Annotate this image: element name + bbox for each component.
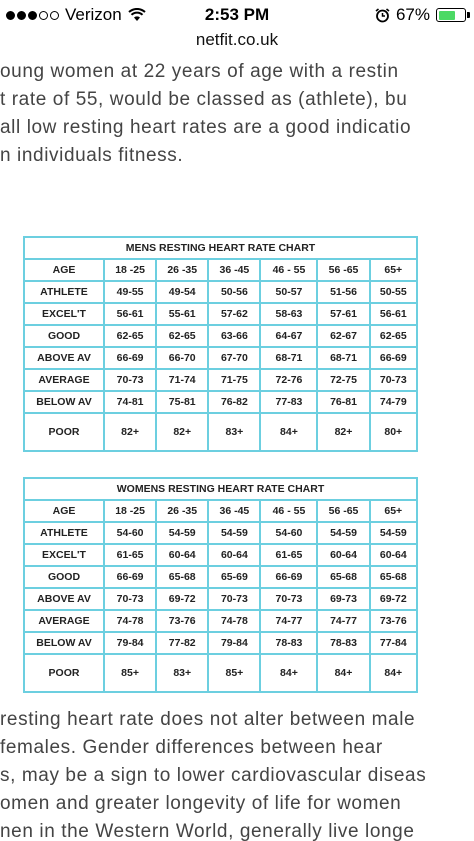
mens-table-row	[24, 281, 417, 303]
womens-table-cell: 54-59	[317, 522, 369, 544]
womens-table-row	[24, 522, 417, 544]
womens-table-row	[24, 500, 417, 522]
mens-heart-rate-table	[23, 236, 418, 452]
mens-table-cell: 66-70	[156, 347, 208, 369]
womens-table-cell: 54-60	[260, 522, 317, 544]
mens-table-cell: 46 - 55	[260, 259, 317, 281]
mens-table-cell: 63-66	[208, 325, 260, 347]
womens-table-cell: 78-83	[317, 632, 369, 654]
battery-fill	[439, 11, 456, 20]
womens-table-cell: 36 -45	[208, 500, 260, 522]
mens-table-cell: 71-74	[156, 369, 208, 391]
womens-table-cell: 77-82	[156, 632, 208, 654]
mens-table-cell: 56-61	[370, 303, 417, 325]
womens-table-cell: 69-72	[370, 588, 417, 610]
mens-table-cell: 64-67	[260, 325, 317, 347]
womens-table-cell: 54-59	[156, 522, 208, 544]
womens-table-row	[24, 566, 417, 588]
womens-table-cell: 56 -65	[317, 500, 369, 522]
article-line: nen in the Western World, generally live longe	[0, 821, 415, 841]
mens-table-cell: 56 -65	[317, 259, 369, 281]
mens-table-cell: 75-81	[156, 391, 208, 413]
mens-table-cell: 71-75	[208, 369, 260, 391]
mens-table-cell: 76-82	[208, 391, 260, 413]
mens-table-cell: 70-73	[104, 369, 156, 391]
mens-row-label: GOOD	[24, 325, 104, 347]
womens-table-cell: 65-69	[208, 566, 260, 588]
womens-table-cell: 26 -35	[156, 500, 208, 522]
battery-percent: 67%	[395, 5, 430, 24]
mens-row-label: ATHLETE	[24, 281, 104, 303]
mens-table-cell: 68-71	[260, 347, 317, 369]
womens-row-label: POOR	[24, 654, 104, 692]
womens-table-cell: 61-65	[104, 544, 156, 566]
article-line: omen and greater longevity of life for women	[0, 793, 402, 814]
mens-row-label: AVERAGE	[24, 369, 104, 391]
article-line: s, may be a sign to lower cardiovascular diseas	[0, 765, 427, 786]
mens-table-cell: 62-67	[317, 325, 369, 347]
womens-table-cell: 85+	[104, 654, 156, 692]
mens-table-cell: 51-56	[317, 281, 369, 303]
womens-table-cell: 66-69	[104, 566, 156, 588]
womens-table-cell: 65+	[370, 500, 417, 522]
article-line: all low resting heart rates are a good indicatio	[0, 117, 412, 138]
mens-table-cell: 77-83	[260, 391, 317, 413]
mens-table-cell: 49-54	[156, 281, 208, 303]
womens-heart-rate-table	[23, 477, 418, 693]
womens-table-cell: 84+	[370, 654, 417, 692]
mens-table-cell: 50-57	[260, 281, 317, 303]
womens-table-cell: 60-64	[156, 544, 208, 566]
womens-table-cell: 66-69	[260, 566, 317, 588]
womens-table-cell: 18 -25	[104, 500, 156, 522]
womens-table-cell: 65-68	[317, 566, 369, 588]
womens-table-cell: 73-76	[156, 610, 208, 632]
womens-table-cell: 54-59	[370, 522, 417, 544]
mens-row-label: BELOW AV	[24, 391, 104, 413]
signal-dots-icon	[6, 11, 59, 20]
mens-table-cell: 62-65	[104, 325, 156, 347]
womens-table-cell: 83+	[156, 654, 208, 692]
signal-dot	[17, 11, 26, 20]
article-line: t rate of 55, would be classed as (athlete), bu	[0, 89, 408, 110]
mens-table-row	[24, 413, 417, 451]
mens-row-label: ABOVE AV	[24, 347, 104, 369]
womens-row-label: ABOVE AV	[24, 588, 104, 610]
womens-chart-title: WOMENS RESTING HEART RATE CHART	[24, 478, 417, 500]
mens-row-label: POOR	[24, 413, 104, 451]
mens-table-row	[24, 369, 417, 391]
article-paragraph-top	[0, 58, 474, 170]
mens-table-cell: 72-76	[260, 369, 317, 391]
mens-table-cell: 49-55	[104, 281, 156, 303]
url-bar[interactable]: netfit.co.uk	[195, 30, 279, 49]
womens-table-row	[24, 588, 417, 610]
mens-row-label: EXCEL'T	[24, 303, 104, 325]
article-line: n individuals fitness.	[0, 145, 184, 166]
mens-table-cell: 65+	[370, 259, 417, 281]
mens-table-row	[24, 391, 417, 413]
womens-table-cell: 60-64	[208, 544, 260, 566]
womens-table-row	[24, 544, 417, 566]
womens-table-row	[24, 654, 417, 692]
mens-table-cell: 62-65	[370, 325, 417, 347]
womens-table-cell: 77-84	[370, 632, 417, 654]
womens-table-cell: 79-84	[104, 632, 156, 654]
womens-table-cell: 74-77	[260, 610, 317, 632]
mens-table-cell: 36 -45	[208, 259, 260, 281]
mens-table-cell: 74-81	[104, 391, 156, 413]
womens-table-cell: 60-64	[317, 544, 369, 566]
mens-table-row	[24, 347, 417, 369]
womens-table-cell: 70-73	[260, 588, 317, 610]
womens-table-cell: 70-73	[208, 588, 260, 610]
womens-table-cell: 54-60	[104, 522, 156, 544]
mens-table-cell: 82+	[156, 413, 208, 451]
mens-table-cell: 57-62	[208, 303, 260, 325]
mens-table-cell: 83+	[208, 413, 260, 451]
womens-table-cell: 65-68	[156, 566, 208, 588]
womens-row-label: BELOW AV	[24, 632, 104, 654]
womens-row-label: ATHLETE	[24, 522, 104, 544]
signal-dot	[28, 11, 37, 20]
mens-table-cell: 18 -25	[104, 259, 156, 281]
mens-table-cell: 58-63	[260, 303, 317, 325]
mens-table-cell: 76-81	[317, 391, 369, 413]
mens-table-cell: 66-69	[104, 347, 156, 369]
womens-table-cell: 61-65	[260, 544, 317, 566]
womens-table-cell: 85+	[208, 654, 260, 692]
mens-table-cell: 72-75	[317, 369, 369, 391]
mens-table-cell: 80+	[370, 413, 417, 451]
mens-table-cell: 84+	[260, 413, 317, 451]
womens-table-cell: 78-83	[260, 632, 317, 654]
womens-table-cell: 79-84	[208, 632, 260, 654]
status-right	[375, 5, 466, 25]
carrier-name: Verizon	[65, 5, 122, 24]
womens-table-cell: 65-68	[370, 566, 417, 588]
womens-table-cell: 69-72	[156, 588, 208, 610]
mens-table-cell: 50-55	[370, 281, 417, 303]
mens-table-cell: 62-65	[156, 325, 208, 347]
womens-table-cell: 84+	[317, 654, 369, 692]
status-left	[6, 5, 146, 25]
womens-table-cell: 84+	[260, 654, 317, 692]
mens-table-row	[24, 259, 417, 281]
mens-table-cell: 56-61	[104, 303, 156, 325]
mens-table-cell: 57-61	[317, 303, 369, 325]
alarm-icon	[375, 8, 390, 23]
womens-table-cell: 73-76	[370, 610, 417, 632]
mens-table-cell: 26 -35	[156, 259, 208, 281]
womens-table-cell: 74-78	[208, 610, 260, 632]
womens-table-row	[24, 610, 417, 632]
signal-dot	[6, 11, 15, 20]
womens-table-cell: 46 - 55	[260, 500, 317, 522]
mens-table-cell: 68-71	[317, 347, 369, 369]
mens-table-cell: 67-70	[208, 347, 260, 369]
battery-icon	[436, 8, 466, 22]
mens-table-cell: 50-56	[208, 281, 260, 303]
mens-chart-title: MENS RESTING HEART RATE CHART	[24, 237, 417, 259]
womens-table-cell: 74-78	[104, 610, 156, 632]
mens-table-row	[24, 325, 417, 347]
mens-table-cell: 82+	[317, 413, 369, 451]
article-line: females. Gender differences between hear	[0, 737, 383, 758]
womens-table-row	[24, 632, 417, 654]
article-line: oung women at 22 years of age with a restin	[0, 61, 399, 82]
womens-table-cell: 69-73	[317, 588, 369, 610]
womens-row-label: GOOD	[24, 566, 104, 588]
mens-table-row	[24, 303, 417, 325]
signal-dot	[39, 11, 48, 20]
wifi-icon	[128, 8, 146, 22]
womens-table-cell: 60-64	[370, 544, 417, 566]
article-line: resting heart rate does not alter between male	[0, 709, 416, 730]
status-time: 2:53 PM	[204, 5, 270, 24]
mens-table-cell: 70-73	[370, 369, 417, 391]
womens-row-label: EXCEL'T	[24, 544, 104, 566]
signal-dot	[50, 11, 59, 20]
mens-table-cell: 74-79	[370, 391, 417, 413]
article-paragraph-bottom	[0, 706, 474, 841]
womens-table-cell: 54-59	[208, 522, 260, 544]
mens-table-cell: 82+	[104, 413, 156, 451]
womens-row-label: AGE	[24, 500, 104, 522]
womens-table-cell: 74-77	[317, 610, 369, 632]
mens-row-label: AGE	[24, 259, 104, 281]
mens-table-cell: 55-61	[156, 303, 208, 325]
womens-row-label: AVERAGE	[24, 610, 104, 632]
womens-table-cell: 70-73	[104, 588, 156, 610]
mens-table-cell: 66-69	[370, 347, 417, 369]
status-bar	[0, 0, 474, 30]
battery-cap	[467, 12, 470, 18]
